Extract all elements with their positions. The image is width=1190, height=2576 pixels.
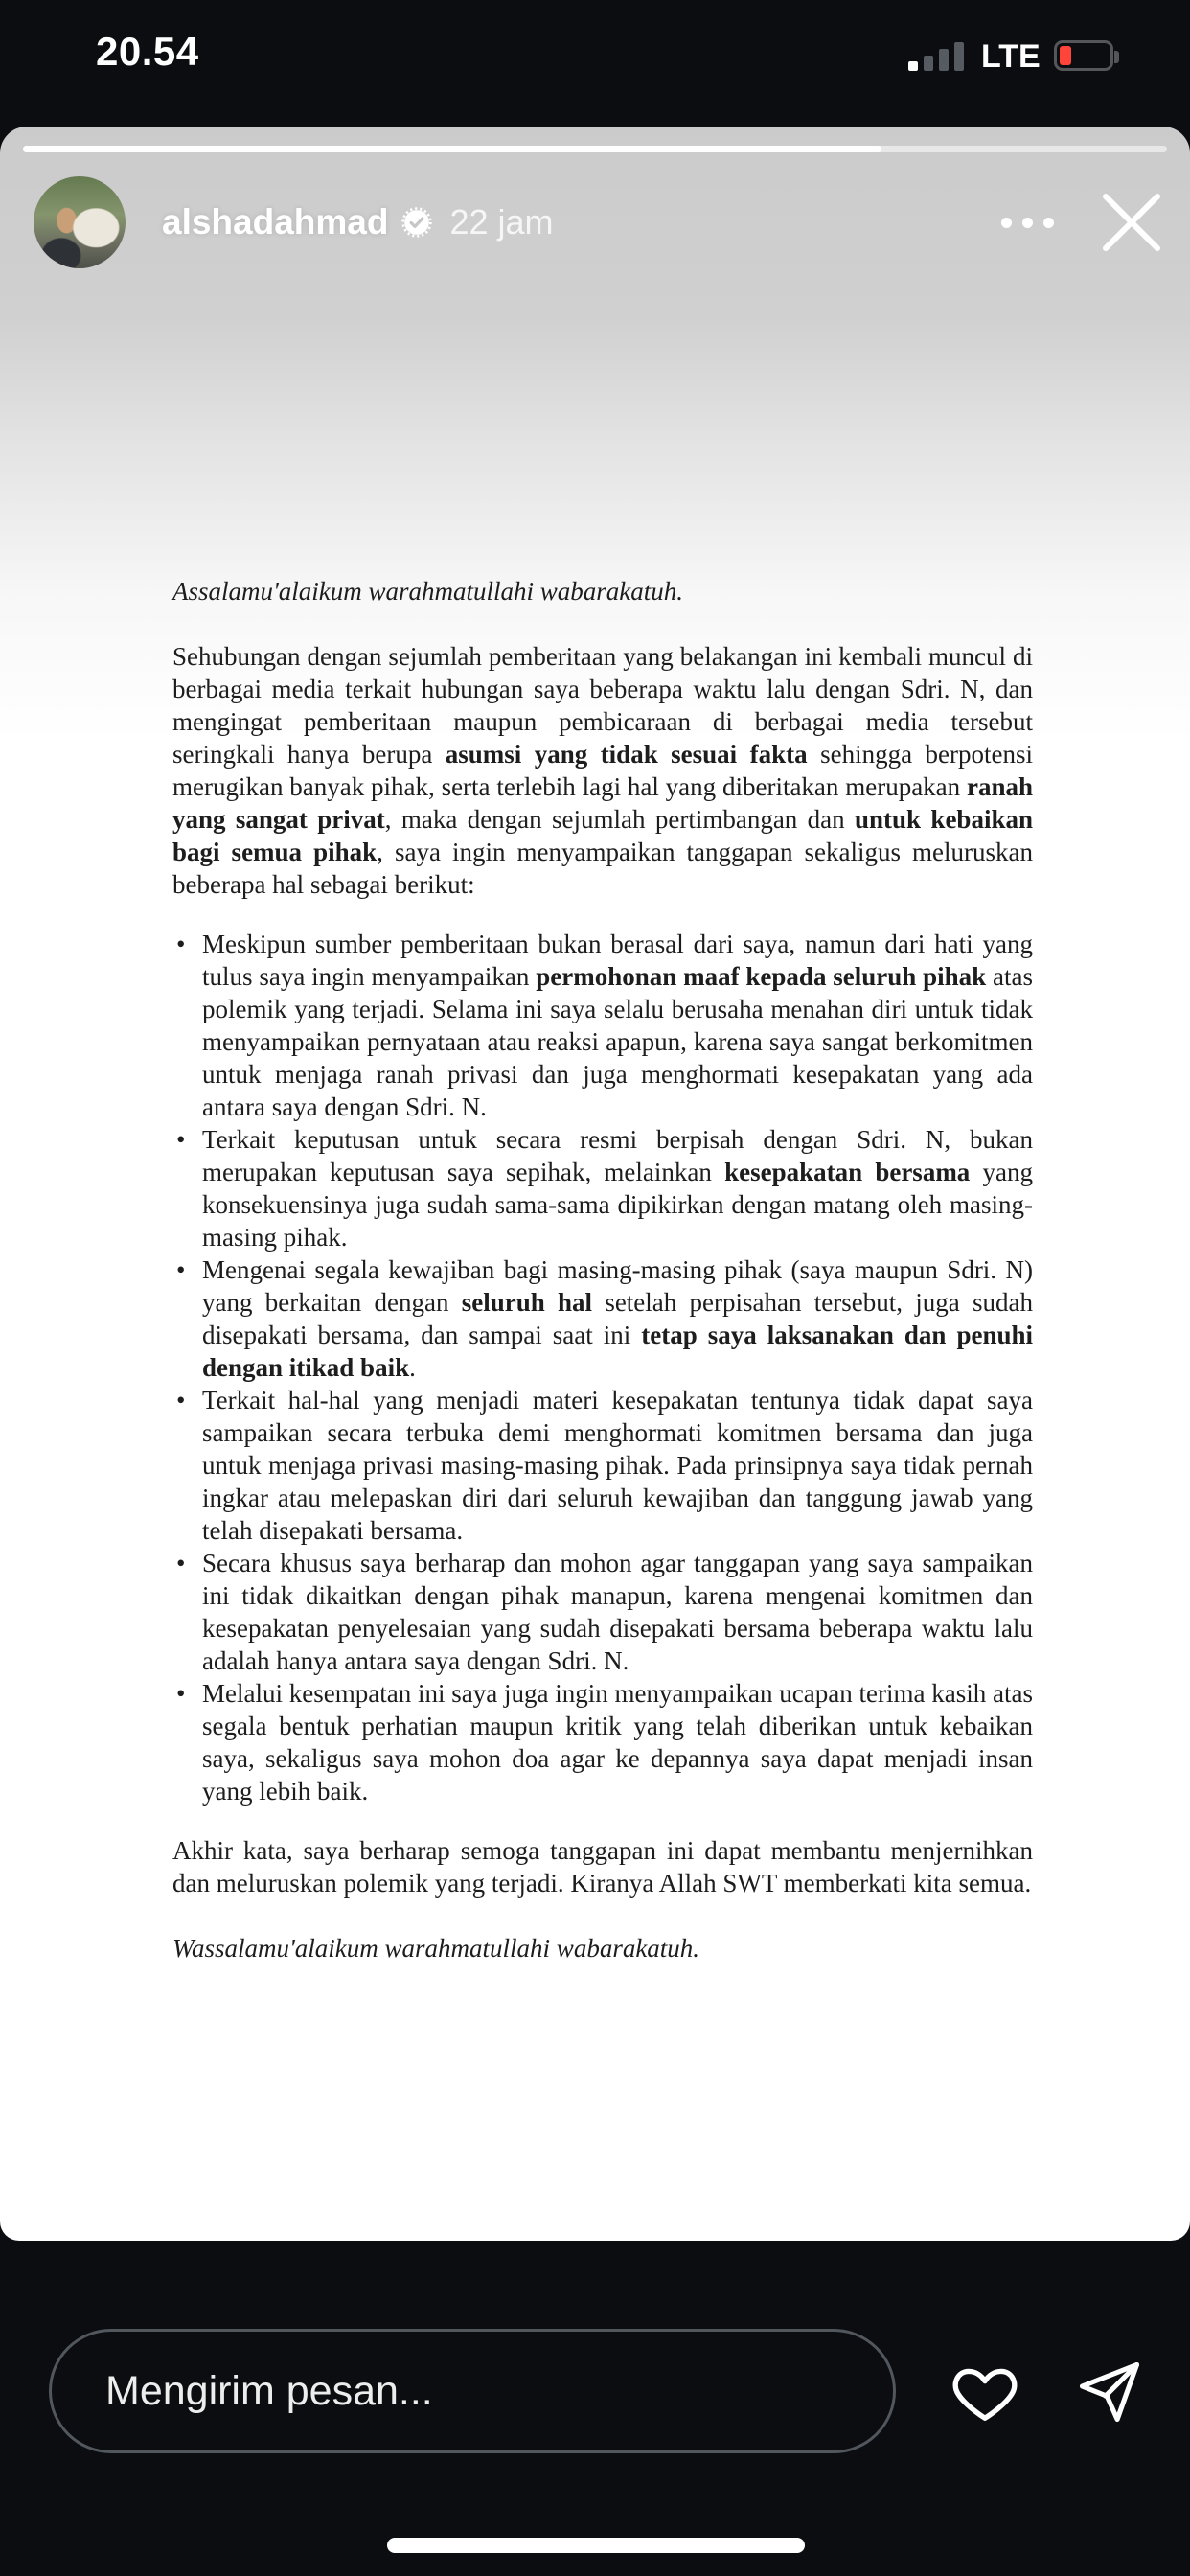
network-type-label: LTE <box>981 38 1041 75</box>
letter-bullet: • Mengenai segala kewajiban bagi masing-masing pihak (saya maupun Sdri. N) yang berkaitan dengan seluruh hal setelah perpisahan tersebut, juga sudah disepakati bersama, dan sampai saat ini tetap saya laksanakan dan penuhi dengan itikad baik. <box>172 1254 1033 1384</box>
letter-bullet: • Melalui kesempatan ini saya juga ingin menyampaikan ucapan terima kasih atas segala bentuk perhatian maupun kritik yang telah diberikan untuk kebaikan saya, sekaligus saya mohon doa agar ke depannya saya dapat menjadi insan yang lebih baik. <box>172 1677 1033 1807</box>
letter-bullet: • Terkait keputusan untuk secara resmi berpisah dengan Sdri. N, bukan merupakan keputusan saya sepihak, melainkan kesepakatan bersama yang konsekuensinya juga sudah sama-sama dipikirkan dengan matang oleh masing-masing pihak. <box>172 1123 1033 1254</box>
battery-icon <box>1054 40 1113 71</box>
story-progress-fill <box>23 146 881 152</box>
statement-letter <box>172 575 1033 1965</box>
story-timestamp: 22 jam <box>449 202 554 242</box>
battery-nub <box>1114 51 1119 63</box>
battery-level-fill <box>1060 46 1071 65</box>
composer-bar <box>0 2241 1190 2576</box>
close-icon[interactable] <box>1100 191 1163 254</box>
username[interactable]: alshadahmad <box>162 202 389 242</box>
verified-badge-icon <box>401 207 432 238</box>
letter-bullet-list <box>172 928 1033 1807</box>
message-input[interactable] <box>52 2332 893 2450</box>
letter-bullet: • Meskipun sumber pemberitaan bukan berasal dari saya, namun dari hati yang tulus saya ingin menyampaikan permohonan maaf kepada seluruh pihak atas polemik yang terjadi. Selama ini saya selalu berusaha menahan diri untuk tidak menyampaikan pernyataan atau reaksi apapun, karena saya sangat berkomitmen untuk menjaga ranah privasi dan juga menghormati kesepakatan yang ada antara saya dengan Sdri. N. <box>172 928 1033 1123</box>
heart-icon[interactable] <box>949 2356 1021 2428</box>
letter-closing-paragraph: Akhir kata, saya berharap semoga tanggapan ini dapat membantu menjernihkan dan meluruskan polemik yang terjadi. Kiranya Allah SWT memberkati kita semua. <box>172 1836 1033 1898</box>
signal-icon <box>908 42 968 71</box>
letter-closing-salutation: Wassalamu'alaikum warahmatullahi wabarakatuh. <box>172 1934 700 1963</box>
letter-bullet: • Secara khusus saya berharap dan mohon agar tanggapan yang saya sampaikan ini tidak dikaitkan dengan pihak manapun, karena mengenai komitmen dan kesepakatan penyelesaian yang sudah disepakati bersama beberapa waktu lalu adalah hanya antara saya dengan Sdri. N. <box>172 1547 1033 1677</box>
story-progress-track <box>23 146 1167 152</box>
story-card[interactable] <box>0 126 1190 2241</box>
letter-bullet: • Terkait hal-hal yang menjadi materi kesepakatan tentunya tidak dapat saya sampaikan secara terbuka demi menghormati komitmen bersama dan juga untuk menjaga privasi masing-masing pihak. Pada prinsipnya saya tidak pernah ingkar atau melepaskan diri dari seluruh kewajiban dan tanggung jawab yang telah disepakati bersama. <box>172 1384 1033 1547</box>
status-bar <box>0 0 1190 126</box>
avatar[interactable] <box>34 176 126 268</box>
more-options-icon[interactable] <box>995 198 1060 247</box>
clock: 20.54 <box>96 29 199 74</box>
story-header <box>34 174 1163 270</box>
letter-intro-paragraph: Sehubungan dengan sejumlah pemberitaan yang belakangan ini kembali muncul di berbagai media terkait hubungan saya beberapa waktu lalu dengan Sdri. N, dan mengingat pemberitaan maupun pembicaraan di berbagai media tersebut seringkali hanya berupa asumsi yang tidak sesuai fakta sehingga berpotensi merugikan banyak pihak, serta terlebih lagi hal yang diberitakan merupakan ranah yang sangat privat, maka dengan sejumlah pertimbangan dan untuk kebaikan bagi semua pihak, saya ingin menyampaikan tanggapan sekaligus meluruskan beberapa hal sebagai berikut: <box>172 642 1033 899</box>
share-icon[interactable] <box>1075 2358 1144 2426</box>
home-indicator[interactable] <box>387 2538 805 2553</box>
message-input-pill[interactable] <box>49 2329 896 2453</box>
letter-opening-salutation: Assalamu'alaikum warahmatullahi wabarakatuh. <box>172 577 684 606</box>
